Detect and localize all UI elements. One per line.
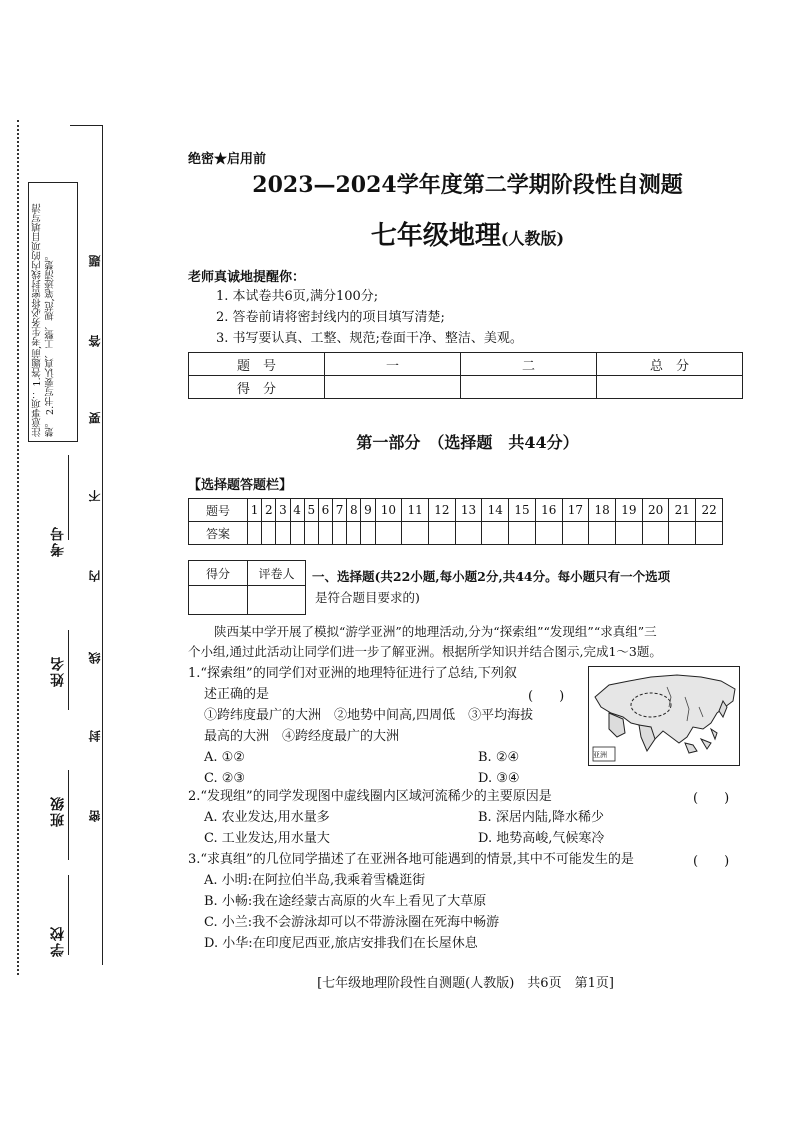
intro-line-1: 陕西某中学开展了模拟“游学亚洲”的地理活动,分为“探索组”“发现组”“求真组”三 bbox=[214, 624, 657, 639]
answer-grid-number-12: 12 bbox=[428, 499, 455, 522]
grader-score-label: 得分 bbox=[189, 561, 248, 586]
q3-option-b[interactable]: B. 小畅:我在途经蒙古高原的火车上看见了大草原 bbox=[204, 894, 487, 909]
answer-grid-cell-20[interactable] bbox=[642, 522, 669, 545]
q3-option-c[interactable]: C. 小兰:我不会游泳却可以不带游泳圈在死海中畅游 bbox=[204, 915, 500, 930]
q2-option-d[interactable]: D. 地势高峻,气候寒冷 bbox=[478, 831, 605, 846]
q1-option-c[interactable]: C. ②③ bbox=[204, 771, 246, 786]
q3-option-d[interactable]: D. 小华:在印度尼西亚,旅店安排我们在长屋休息 bbox=[204, 936, 478, 951]
answer-grid-cell-3[interactable] bbox=[276, 522, 290, 545]
answer-grid-cell-21[interactable] bbox=[669, 522, 696, 545]
answer-grid-a-label: 答案 bbox=[189, 522, 248, 545]
score-cell-part1[interactable] bbox=[325, 376, 461, 399]
grader-score-cell[interactable] bbox=[189, 586, 248, 615]
asia-map-svg bbox=[589, 667, 739, 765]
answer-grid-number-3: 3 bbox=[276, 499, 290, 522]
answer-grid-number-21: 21 bbox=[669, 499, 696, 522]
answer-grid-q-label: 题号 bbox=[189, 499, 248, 522]
grader-name-label: 评卷人 bbox=[248, 561, 306, 586]
answer-grid-number-13: 13 bbox=[455, 499, 482, 522]
answer-grid-cell-11[interactable] bbox=[402, 522, 429, 545]
score-col-part2: 二 bbox=[461, 353, 597, 376]
q1-option-d[interactable]: D. ③④ bbox=[478, 771, 520, 786]
answer-grid-number-8: 8 bbox=[347, 499, 361, 522]
q1-stem-line1: 1.“探索组”的同学们对亚洲的地理特征进行了总结,下列叙 bbox=[188, 666, 517, 681]
intro-line-2: 个小组,通过此活动让同学们进一步了解亚洲。根据所学知识并结合图示,完成1～3题。 bbox=[188, 644, 662, 659]
answer-grid-cell-19[interactable] bbox=[616, 522, 643, 545]
answer-grid-number-17: 17 bbox=[562, 499, 589, 522]
q3-stem: 3.“求真组”的几位同学描述了在亚洲各地可能遇到的情景,其中不可能发生的是 bbox=[188, 852, 634, 867]
answer-grid-cell-22[interactable] bbox=[696, 522, 723, 545]
binding-sidebar bbox=[0, 0, 110, 1124]
q2-answer-paren[interactable]: ( ) bbox=[693, 791, 730, 806]
answer-grid-number-16: 16 bbox=[535, 499, 562, 522]
answer-grid-cell-16[interactable] bbox=[535, 522, 562, 545]
answer-grid-number-7: 7 bbox=[333, 499, 347, 522]
answer-grid-number-4: 4 bbox=[290, 499, 304, 522]
answer-grid-number-9: 9 bbox=[361, 499, 375, 522]
reminder-item-3: 3. 书写要认真、工整、规范;卷面干净、整洁、美观。 bbox=[216, 331, 523, 346]
q1-option-a[interactable]: A. ①② bbox=[204, 750, 245, 765]
notice-line2: 2.书写要认真、工整、规范,笔迹清楚。 bbox=[45, 250, 56, 415]
asia-map-caption: 亚洲 bbox=[593, 751, 607, 759]
answer-grid-number-20: 20 bbox=[642, 499, 669, 522]
name-label: 姓名 bbox=[50, 655, 66, 687]
answer-grid-cell-8[interactable] bbox=[347, 522, 361, 545]
seal-char-6: 线 bbox=[88, 652, 102, 664]
seal-char-2: 答 bbox=[88, 335, 102, 347]
q1-option-b[interactable]: B. ②④ bbox=[478, 750, 520, 765]
seal-char-1: 题 bbox=[88, 255, 102, 267]
section1-heading-line1: 一、选择题(共22小题,每小题2分,共44分。每小题只有一个选项 bbox=[312, 569, 671, 584]
answer-grid-answer-row bbox=[189, 522, 723, 545]
answer-grid-caption: 【选择题答题栏】 bbox=[188, 478, 293, 493]
seal-line bbox=[102, 125, 103, 965]
q2-stem: 2.“发现组”的同学发现图中虚线圈内区域河流稀少的主要原因是 bbox=[188, 789, 552, 804]
answer-grid-number-19: 19 bbox=[616, 499, 643, 522]
subject-heading bbox=[190, 215, 745, 252]
class-line bbox=[68, 770, 69, 860]
seal-char-3: 要 bbox=[88, 412, 102, 424]
answer-grid-cell-1[interactable] bbox=[248, 522, 262, 545]
answer-grid-cell-9[interactable] bbox=[361, 522, 375, 545]
seal-char-8: 密 bbox=[88, 810, 102, 822]
seal-char-4: 不 bbox=[88, 490, 102, 502]
q3-option-a[interactable]: A. 小明:在阿拉伯半岛,我乘着雪橇逛街 bbox=[204, 873, 426, 888]
score-col-label: 题 号 bbox=[189, 353, 325, 376]
score-col-part1: 一 bbox=[325, 353, 461, 376]
q1-statements-line2: 最高的大洲 ④跨经度最广的大洲 bbox=[204, 729, 400, 744]
answer-grid-number-6: 6 bbox=[318, 499, 332, 522]
page-footer: [七年级地理阶段性自测题(人教版) 共6页 第1页] bbox=[317, 976, 614, 991]
subject-title: 七年级地理 bbox=[370, 221, 501, 251]
answer-grid-number-11: 11 bbox=[402, 499, 429, 522]
secret-mark: 绝密★启用前 bbox=[188, 152, 267, 167]
answer-grid-number-row bbox=[189, 499, 723, 522]
grader-box bbox=[188, 560, 306, 615]
q1-statements-line1: ①跨纬度最广的大洲 ②地势中间高,四周低 ③平均海拔 bbox=[204, 708, 534, 723]
answer-grid-cell-2[interactable] bbox=[262, 522, 276, 545]
answer-grid-number-1: 1 bbox=[248, 499, 262, 522]
exam-number-line bbox=[68, 455, 69, 540]
grader-name-cell[interactable] bbox=[248, 586, 306, 615]
answer-grid-cell-10[interactable] bbox=[375, 522, 402, 545]
notice-title: 注意事项： bbox=[32, 389, 43, 437]
reminder-item-2: 2. 答卷前请将密封线内的项目填写清楚; bbox=[216, 310, 445, 325]
answer-grid-number-10: 10 bbox=[375, 499, 402, 522]
answer-grid-number-2: 2 bbox=[262, 499, 276, 522]
section1-heading-line2: 是符合题目要求的) bbox=[315, 590, 420, 605]
notice-line1: 1.答题前,考生务必将密封线内的项目填写清楚。 bbox=[32, 203, 56, 437]
edition-label: (人教版) bbox=[500, 229, 565, 248]
seal-char-7: 封 bbox=[88, 730, 102, 742]
q1-stem-line2: 述正确的是 bbox=[204, 687, 270, 702]
answer-grid-cell-6[interactable] bbox=[318, 522, 332, 545]
school-label: 学校 bbox=[50, 925, 66, 957]
school-line bbox=[68, 875, 69, 955]
asia-map bbox=[588, 666, 740, 766]
reminder-item-1: 1. 本试卷共6页,满分100分; bbox=[216, 289, 379, 304]
q2-option-b[interactable]: B. 深居内陆,降水稀少 bbox=[478, 810, 604, 825]
score-row-label: 得 分 bbox=[189, 376, 325, 399]
answer-grid bbox=[188, 498, 723, 545]
answer-grid-cell-4[interactable] bbox=[290, 522, 304, 545]
answer-grid-number-15: 15 bbox=[509, 499, 536, 522]
answer-grid-cell-18[interactable] bbox=[589, 522, 616, 545]
answer-grid-number-22: 22 bbox=[696, 499, 723, 522]
name-line bbox=[68, 630, 69, 710]
q2-option-c[interactable]: C. 工业发达,用水量大 bbox=[204, 831, 330, 846]
answer-grid-cell-5[interactable] bbox=[304, 522, 318, 545]
answer-grid-number-14: 14 bbox=[482, 499, 509, 522]
seal-char-5: 内 bbox=[88, 570, 102, 582]
answer-grid-cell-13[interactable] bbox=[455, 522, 482, 545]
q2-option-a[interactable]: A. 农业发达,用水量多 bbox=[204, 810, 330, 825]
q3-answer-paren[interactable]: ( ) bbox=[693, 854, 730, 869]
answer-grid-cell-7[interactable] bbox=[333, 522, 347, 545]
score-cell-total[interactable] bbox=[597, 376, 743, 399]
reminder-heading: 老师真诚地提醒你： bbox=[188, 270, 306, 285]
sidebar-dotted-edge bbox=[17, 120, 19, 975]
score-table bbox=[188, 352, 743, 399]
part1-title: 第一部分 （选择题 共44分） bbox=[356, 433, 579, 452]
answer-grid-cell-15[interactable] bbox=[509, 522, 536, 545]
seal-line-top bbox=[70, 125, 103, 126]
q1-answer-paren[interactable]: ( ) bbox=[528, 689, 565, 704]
score-col-total: 总 分 bbox=[597, 353, 743, 376]
answer-grid-cell-17[interactable] bbox=[562, 522, 589, 545]
answer-grid-number-18: 18 bbox=[589, 499, 616, 522]
exam-title: 2023—2024学年度第二学期阶段性自测题 bbox=[252, 172, 683, 198]
exam-number-label: 考号 bbox=[50, 525, 66, 557]
score-cell-part2[interactable] bbox=[461, 376, 597, 399]
class-label: 班级 bbox=[50, 795, 66, 827]
answer-grid-cell-14[interactable] bbox=[482, 522, 509, 545]
notice-box bbox=[28, 182, 78, 442]
answer-grid-cell-12[interactable] bbox=[428, 522, 455, 545]
score-table-header-row bbox=[189, 353, 743, 376]
answer-grid-number-5: 5 bbox=[304, 499, 318, 522]
score-table-score-row bbox=[189, 376, 743, 399]
